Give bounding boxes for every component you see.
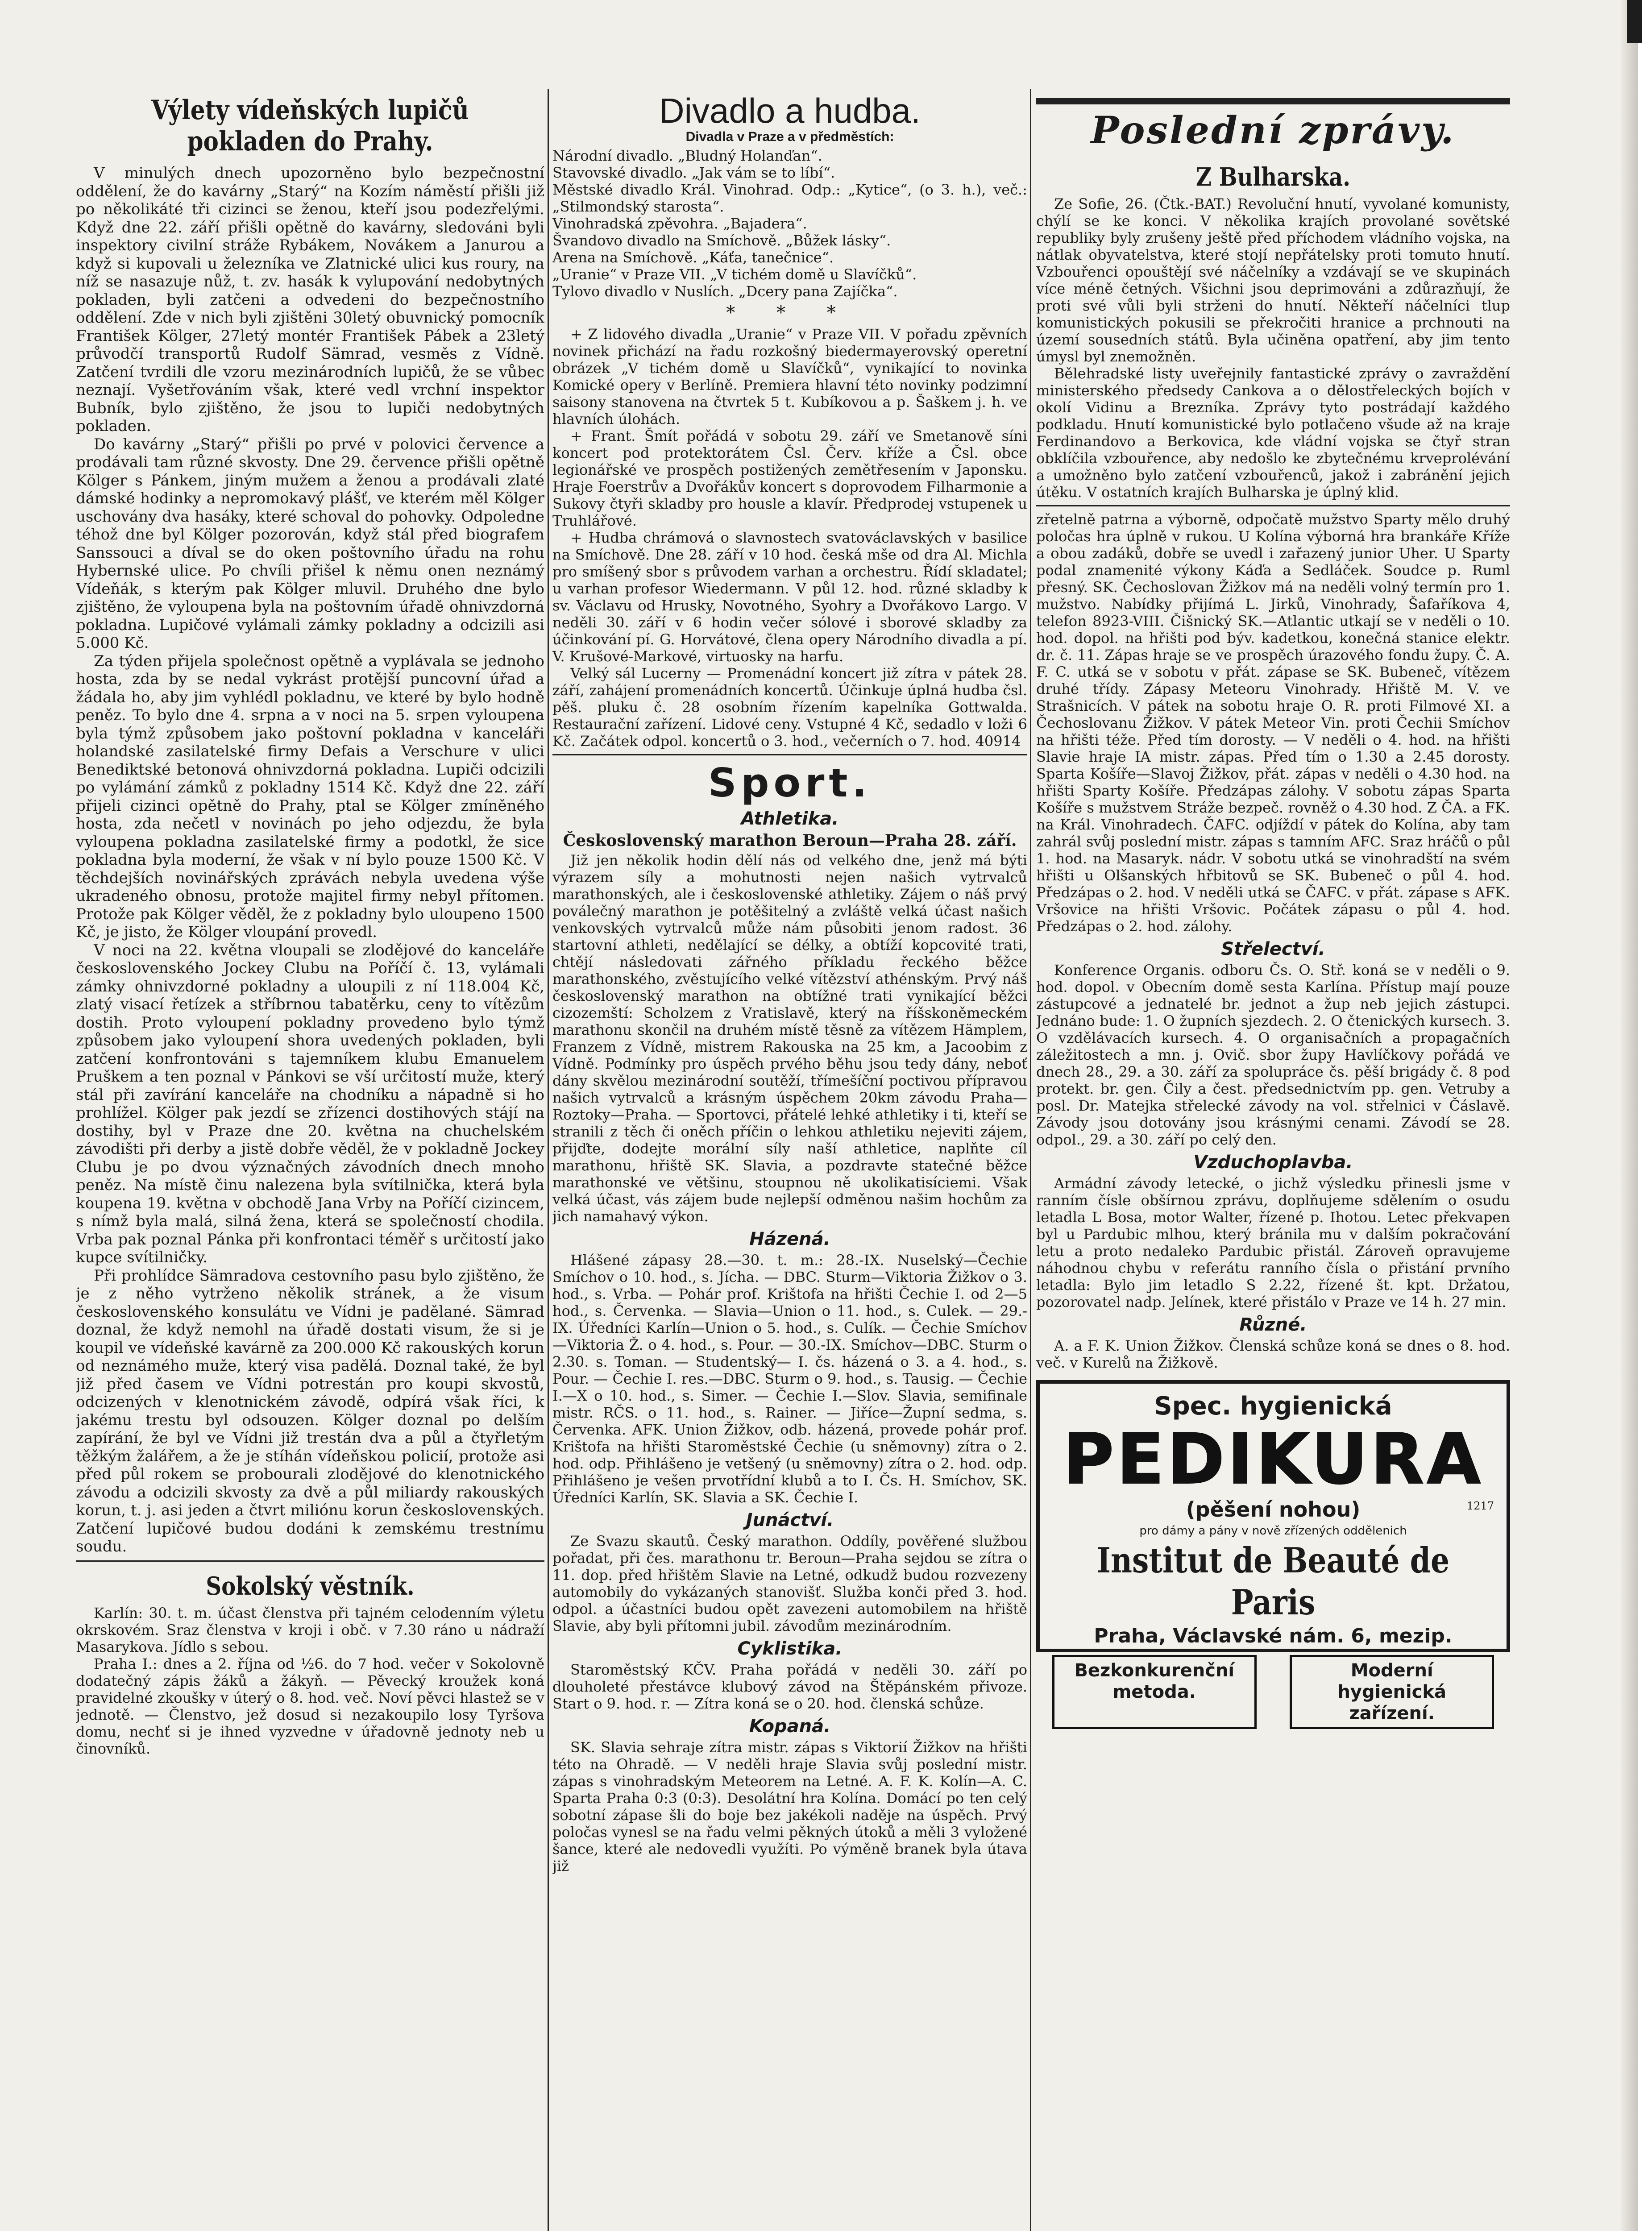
article-paragraph: Za týden přijela společnost opětně a vyplávala se jednoho hosta, zda by se nedal vykrást protější puncovní úřad a žádala ho, aby jim vyhlédl pokladnu, ve které by bylo hodně peněz. To bylo dne 4. srpna a v noci na 5. srpen vyloupena byla týmž způsobem jako poštovní pokladna v kanceláři holandské zasilatelské firmy Defais a Verschure v ulici Benediktské betonová ohnivzdorná pokladna. Lupiči odcizili po vylámání zámků z pokladny 1514 Kč. Když dne 22. září přijeli cizinci opětně do Prahy, ptal se Kölger zmíněného hosta, zda nečetl v novinách po jeho odjezdu, že byla vyloupena pokladna zasilatelské firmy a podotkl, že sice pokladna byla moderní, že však v ní bylo pouze 1500 Kč. V těchdejších novinářských zprávách nebyla uvedena výše ukradeného obnosu, protože majitel firmy nebyl přítomen. Protože pak Kölger věděl, že z pokladny bylo uloupeno 1500 Kč, je jisto, že Kölger vloupání provedl. <box>76 652 544 941</box>
article-paragraph: Staroměstský KČV. Praha pořádá v neděli 30. září po dlouholeté přestávce klubový závod na Štěpánském přivoze. Start o 9. hod. r. — Zítra koná se o 20. hod. členská schůze. <box>552 1661 1027 1712</box>
column-rule <box>548 89 549 2231</box>
ad-feature-right: Moderní hygienická zařízení. <box>1290 1655 1494 1729</box>
divider <box>76 1560 544 1562</box>
article-paragraph: A. a F. K. Union Žižkov. Členská schůze koná se dnes o 8. hod. več. v Kurelů na Žižkově. <box>1036 1337 1510 1371</box>
column-right <box>1036 89 1510 2231</box>
article-paragraph: Do kavárny „Starý“ přišli po prvé v polovici července a prodávali tam různé skvosty. Dne 29. července přišli opětně Kölger s Pánkem, jiným mužem a ženou a prodávali zlaté dámské hodinky a nepromokavý plášť, ve kterém měl Kölger uschovány dva hasáky, které schoval do pohovky. Odpoledne téhož dne byl Kölger pozorován, když stál před biografem Sanssouci a díval se do oken poštovního úřadu na rohu Hybernské ulice. Po chvíli přišel k němu onen neznámý Vídeňák, s kterým pak Kölger mluvil. Druhého dne bylo zjištěno, že vyloupena byla na poštovním úřadě ohnivzdorná pokladna. Lupičové vylámali zámky pokladny a odcizili asi 5.000 Kč. <box>76 435 544 652</box>
subsection-title: Házená. <box>749 1229 830 1249</box>
subsection-title: Různé. <box>1239 1315 1307 1335</box>
article-paragraph: Ze Svazu skautů. Český marathon. Oddíly, pověřené službou pořadat, při čes. marathonu tr. Beroun—Praha sejdou se zítra o 11. dop. před hřištěm Slavie na Letné, odkudž budou rozvezeny automobily do vykázaných stanovišť. Služba konči před 3. hod. odpol. a účastníci budou opět zavezeni automobilem na hřiště Slavie, aby byli přítomni jubil. závodům mezinárodním. <box>552 1533 1027 1634</box>
ad-title: PEDIKURA <box>1063 1418 1484 1500</box>
theatre-listing: Arena na Smíchově. „Káťa, tanečnice“. <box>552 249 834 266</box>
article-paragraph: + Frant. Šmít pořádá v sobotu 29. září ve Smetanově síni koncert pod protektorátem Čsl. Červ. kříže a Čsl. obce legionářské ve prospěch postižených zemětřesením v Japonsku. Hraje Foerstrův a Dvořákův koncert s doprovodem Filharmonie a Sukovy čtyři skladby pro housle a klavír. Předprodej vstupenek u Truhlářové. <box>552 427 1027 529</box>
section-separator-stars: * * * <box>726 303 854 323</box>
theatre-listing: Městské divadlo Král. Vinohrad. Odp.: „Kytice“, (o 3. h.), več.: „Stilmondský starosta“. <box>552 181 1027 215</box>
ad-heading: Spec. hygienická <box>1154 1392 1392 1421</box>
ad-subtitle: (pěšení nohou) <box>1186 1497 1361 1522</box>
divider <box>1036 98 1510 104</box>
theatre-listing: Tylovo divadlo v Nuslích. „Dcery pana Zajíčka“. <box>552 283 898 300</box>
article-paragraph: Konference Organis. odboru Čs. O. Stř. koná se v neděli o 9. hod. dopol. v Obecním domě sesta Karlína. Přístup mají pouze zástupcové a jednatelé br. jednot a žup neb jejich zástupci. Jednáno bude: 1. O župních sjezdech. 2. O čtenických kursech. 3. O vzdělávacích kursech. 4. O organisačních a propagačních záležitostech a mn. j. Ovič. sbor župy Havlíčkovy pořádá ve dnech 28., 29. a 30. září za spolupráce čs. pěší brigády č. 8 pod protekt. br. gen. Čily a čest. předsednictvím pp. gen. Vetruby a posl. Dr. Matejka střelecké závody na vol. střelnici v Čáslavě. Závody jsou dotovány jsou krásnými cenami. Závodí se 28. odpol., 29. a 30. září po celý den. <box>1036 962 1510 1148</box>
ad-feature-left: Bezkonkurenční metoda. <box>1052 1655 1257 1729</box>
article-paragraph: Ze Sofie, 26. (Čtk.-BAT.) Revoluční hnutí, vyvolané komunisty, chýlí se ke konci. V několika krajích provolané sovětské republiky byly zrušeny ještě před příchodem vládního vojska, na nátlak obyvatelstva, které stojí nepřátelsky proti tomuto hnutí. Vzbouřenci opouštějí své náčelníky a vzdávají se ve skupinách více méně četných. Všichni jsou deprimováni a zdůrazňují, že proti své vůli byli strženi do hnutí. Někteří náčelníci tlup komunistických pokusili se překročiti hranice a prchnouti na území sousedních států. Byla učiněna opatření, aby jim tento úmysl byl znemožněn. <box>1036 195 1510 365</box>
article-paragraph: Již jen několik hodin dělí nás od velkého dne, jenž má býti výrazem síly a mohutnosti nejen našich vytrvalců marathonských, ale i československé athletiky. Zájem o náš prvý poválečný marathon je potěšitelný a zvláště velká účast našich venkovských vytrvalců může nám působiti jenom radost. 36 startovní athleti, nedělající se délky, a obtíží kopcovité trati, chtějí následovati zářného příkladu řeckého běžce marathonského, zvěstujícího velké vítězství athénským. Prvý náš československý marathon na obtížné trati vynikající běžci cizozemští: Scholzem z Vratislavě, který na říšskoněmeckém marathonu skončil na druhém místě těsně za vítězem Hämplem, Franzem z Vídně, mistrem Rakouska na 25 km, a Jacoobim z Vídně. Podmínky pro úspěch prvého běhu jsou tedy dány, neboť dány skvělou mezinárodní soutěží, třímešíční poctivou přípravou našich vytrvalců a krásným úspěchem 20km závodu Praha—Roztoky—Praha. — Sportovci, přátelé lehké athletiky i ti, kteří se stranili z těch či oněch příčin o lehkou athletiku nejeviti zájem, přijďte, dodejte morální síly naší athletice, naplňte cíl marathonu, hřiště SK. Slavia, a pozdravte statečné běžce marathonské ve většinu, stoupnou ně ukolikatisíciemi. Však velká účast, vás zájem bude nejlepší odměnou našim hochům za jich namahavý výkon. <box>552 852 1027 1225</box>
article-paragraph: Armádní závody letecké, o jichž výsledku přinesli jsme v ranním čísle obšírnou zprávu, doplňujeme sdělením o osudu letadla L Bosa, motor Walter, řízené p. Ihotou. Letec překvapen byl u Pardubic mlhou, který bránila mu v dalším pokračování letu a proto nedaleko Pardubic přistál. Zároveň opravujeme náhodnou chybu v referátu ranního čísla o přistání prvního letadla: Bylo jim letadlo S 2.22, řízené št. kpt. Držatou, pozorovatel nadp. Jelínek, které přistálo v Praze ve 14 h. 27 min. <box>1036 1175 1510 1310</box>
theatre-listing: Národní divadlo. „Bludný Holanďan“. <box>552 147 822 164</box>
article-paragraph: Karlín: 30. t. m. účast členstva při tajném celodenním výletu okrskovém. Sraz členstva v kroji i obč. v 7.30 ráno u nádraží Masarykova. Jídlo s sebou. <box>76 1604 544 1655</box>
ad-feature-boxes <box>1052 1655 1494 1729</box>
divider <box>552 754 1027 755</box>
ad-address: Praha, Václavské nám. 6, mezip. <box>1094 1625 1453 1647</box>
article-headline: Z Bulharska. <box>1196 162 1350 192</box>
subsection-title: Cyklistika. <box>737 1638 843 1659</box>
subsection-title: Kopaná. <box>749 1716 831 1737</box>
article-paragraph: V minulých dnech upozorněno bylo bezpečnostní oddělení, že do kavárny „Starý“ na Kozím náměstí přišli již po několikáté tři cizinci se ženou, kteří jsou podezřelými. Když dne 22. září přišli opětně do kavárny, sledováni byli inspektory civilní stráže Rybákem, Novákem a Janurou a když si kupovali u železníka ve Zlatnické ulici kus roury, na níž se nasazuje nůž, t. zv. hasák k vylupování nedobytných pokladen, byli zatčeni a odvedeni do bezpečnostního oddělení. Zde v nich byli zjištěni 30letý obuvnický pomocník František Kölger, 27letý montér František Pábek a 23letý průvodčí transportů Rudolf Sämrad, vesměs z Vídně. Zatčení tvrdili dle vzoru mezinárodních lupičů, že se vůbec neznají. Vyšetřováním však, které vedl vrchní inspektor Bubník, bylo zjištěno, že jsou to lupiči nedobytných pokladen. <box>76 164 544 435</box>
subsection-title: Vzduchoplavba. <box>1193 1152 1353 1173</box>
column-middle <box>552 89 1027 2231</box>
article-paragraph: zřetelně patrna a výborně, odpočatě mužstvo Sparty mělo druhý poločas hra úplně v rukou. U Kolína výborná hra brankáře Kříže a obou zadáků, dobře se uvedl i zařazený junior Uher. U Sparty podal znamenité výkony Káďa a Sedláček. Soudce p. Ruml přesný. SK. Čechoslovan Žižkov má na neděli volný termín pro 1. mužstvo. Nabídky přijímá L. Jirků, Vinohrady, Šafaříkova 4, telefon 8923-VIII. Čišnický SK.—Atlantic utkají se v neděli o 10. hod. dopol. na hřišti pod býv. kadetkou, konečná stanice elektr. dr. č. 11. Zápas hraje se ve prospěch úrazového fondu župy. Č. A. F. C. utká se v sobotu v přát. zápase se SK. Bubeneč, vítězem druhé třídy. Zápasy Meteoru Vinohrady. Hřiště M. V. ve Strašnicích. V pátek na sobotu hraje O. R. proti Filmové XI. a Čechoslovanu Žižkov. V pátek Meteor Vin. proti Čechii Smíchov na hřišti téže. Před tím dorosty. — V neděli o 4. hod. na hřišti Slavie hraje IA mistr. zápas. Před tím o 1.30 a 2.45 dorosty. Sparta Košíře—Slavoj Žižkov, přát. zápas v neděli o 4.30 hod. na hřišti Sparty Košíře. Předzápas zálohy. V sobotu zápas Sparta Košíře s mužstvem Stráže bezpeč. rovněž o 4.30 hod. Z ČA. a FK. na Král. Vinohradech. ČAFC. odjíždí v pátek do Kolína, aby tam zahrál svůj poslední mistr. zápas s tamním AFC. Sraz hráčů o půl 1. hod. na Masaryk. nádr. V sobotu utká se vinohradští na svém hřišti u Olšanských hřbitovů se SK. Bubeneč o půl 4. hod. Předzápas o 2. hod. V neděli utká se ČAFC. v přát. zápase s AFK. Vršovice na hřišti Vršovic. Počátek zápasu o půl 4. hod. Předzápas o 2. hod. zálohy. <box>1036 511 1510 935</box>
article-paragraph: SK. Slavia sehraje zítra mistr. zápas s Viktorií Žižkov na hřišti této na Ohradě. — V neděli hraje Slavia svůj poslední mistr. zápas s vinohradským Meteorem na Letné. A. F. K. Kolín—A. C. Sparta Praha 0:3 (0:3). Desolátní hra Kolína. Domácí po ten celý sobotní zápase šli do boje bez jakékoli naděje na úspěch. Prvý poločas vynesl se na řadu velmi pěkných útoků a měli 3 vyložené šance, které ale nedovedli využíti. Po výměně branek byla útava již <box>552 1739 1027 1874</box>
section-title-posledni: Poslední zprávy. <box>1091 108 1456 152</box>
column-left <box>76 89 544 2231</box>
ad-company: Institut de Beauté de Paris <box>1096 1540 1450 1623</box>
ad-note: pro dámy a pány v nově zřízených oddělenich <box>1139 1524 1407 1538</box>
theatre-listing: Vinohradská zpěvohra. „Bajadera“. <box>552 215 807 232</box>
theatre-listing: „Uranie“ v Praze VII. „V tichém domě u Slavíčků“. <box>552 266 917 283</box>
section-title-sport: Sport. <box>708 760 872 806</box>
article-paragraph: Při prohlídce Sämradova cestovního pasu bylo zjištěno, že je z něho vytrženo několik stránek, a že visum československého konsulátu ve Vídni je padělané. Sämrad doznal, že když nemohl na úřadě dostati visum, že si je koupil ve vídeňské kavárně za 200.000 Kč rakouských korun od neznámého muže, který visa padělá. Doznal také, že byl již před časem ve Vídni potrestán pro koupi skvostů, odcizených v klenotnickém závodě, odpírá však říci, k jakému trestu byl odsouzen. Kölger doznal po delším zapírání, že byl ve Vídni již trestán dva a půl a čtyřletým těžkým žalářem, a že je stíhán vídeňskou policií, protože asi před půl rokem se probourali zlodějové do klenotnického závodu a odcizili skvosty za dvě a půl miliardy rakouských korun, t. j. asi jeden a čtvrt miliónu korun československých. Zatčení lupičové budou dodáni k zemskému trestnímu soudu. <box>76 1266 544 1555</box>
ad-number: 1217 <box>1466 1500 1494 1512</box>
corner-mark <box>1627 0 1642 43</box>
article-paragraph: Hlášené zápasy 28.—30. t. m.: 28.-IX. Nuselský—Čechie Smíchov o 10. hod., s. Jícha. — DBC. Sturm—Viktoria Žižkov o 3. hod., s. Vrba. — Pohár prof. Krištofa na hřišti Čechie I. od 2—5 hod., s. Červenka. — Slavia—Union o 11. hod., s. Culek. — 29.-IX. Úředníci Karlín—Union o 5. hod., s. Culík. — Čechie Smíchov—Viktoria Ž. o 4. hod., s. Pour. — 30.-IX. Smíchov—DBC. Sturm o 2.30. s. Toman. — Studentský— I. čs. házená o 3. a 4. hod., s. Pour. — Čechie I. res.—DBC. Sturm o 9. hod., s. Tausig. — Čechie I.—X o 10. hod., s. Simer. — Čechie I.—Slov. Slavia, semifinale mistr. RČS. o 11. hod., s. Rainer. — Jiříce—Župní sedma, s. Červenka. AFK. Union Žižkov, odb. házená, provede pohár prof. Krištofa na hřišti Staroměstské Čechie (u sněmovny) zítra o 2. hod. odp. Přihlášeno je vetšený (u sněmovny) zítra o 2. hod. odp. Přihlášeno je vešen prvotřídní klubů a to I. Čs. H. Smíchov, SK. Úředníci Karlín, SK. Slavia a SK. Čechie I. <box>552 1252 1027 1506</box>
theatre-listing: Stavovské divadlo. „Jak vám se to líbí“. <box>552 164 835 181</box>
article-paragraph: Velký sál Lucerny — Promenádní koncert již zítra v pátek 28. září, zahájení promenádních koncertů. Účinkuje úplná hudba čsl. pěš. pluku č. 28 osobním řízením kapelníka Gottwalda. Restaurační zařízení. Lidové ceny. Vstupné 4 Kč, sedadlo v loži 6 Kč. Začátek odpol. koncertů o 3. hod., večerních o 7. hod. 40914 <box>552 665 1027 750</box>
subsection-title: Střelectví. <box>1221 939 1325 959</box>
article-paragraph: Praha I.: dnes a 2. října od ½6. do 7 hod. večer v Sokolovně dodatečný zápis žáků a žákyň. — Pěvecký kroužek koná pravidelné zkoušky v úterý o 8. hod. več. Noví pěvci hlastež se v jednotě. — Členstvo, jež dosud si nezakoupilo losy Tyršova domu, nechť si je ihned vyzvedne v úřadovně jednoty neb u činovníků. <box>76 1655 544 1757</box>
advertisement <box>1036 1380 1510 1724</box>
subsection-title: Junáctví. <box>746 1510 834 1530</box>
section-title-divadlo: Divadlo a hudba. <box>659 91 921 130</box>
article-headline: Československý marathon Beroun—Praha 28. září. <box>563 831 1017 850</box>
article-paragraph: + Z lidového divadla „Uranie“ v Praze VII. V pořadu zpěvních novinek přichází na řadu rozkošný biedermayerovský operetní obrázek „V tichém domě u Slavíčků“, vynikající to novinka Komické opery v Berlíně. Premiera hlavní této novinky podzimní saisony stanovena na čtvrtek 5 t. Kubíkovou a p. Šaškem j. h. ve hlavních úlohách. <box>552 326 1027 427</box>
section-title-sokol: Sokolský věstník. <box>206 1571 415 1601</box>
article-paragraph: + Hudba chrámová o slavnostech svatováclavských v basilice na Smíchově. Dne 28. září v 10 hod. česká mše od dra Al. Michla pro smíšený sbor s průvodem varhan a orchestru. Řídí skladatel; u varhan profesor Wiedermann. V půl 12. hod. různé skladby k sv. Václavu od Hrusky, Novotného, Syohry a Dvořákovo Largo. V neděli 30. září v 6 hodin večer sólové i sborové skladby za účinkování pí. G. Horvátové, člena opery Národního divadla a pí. V. Krušové-Markové, virtuosky na harfu. <box>552 529 1027 665</box>
article-paragraph: V noci na 22. května vloupali se zlodějové do kanceláře československého Jockey Clubu na Poříčí č. 13, vylámali zámky ohnivzdorné pokladny a uloupili z ní 118.004 Kč, zlatý visací řetízek a stříbrnou tabatěrku, ceny to vítězům dostih. Proto vyloupení pokladny provedeno bylo týmž způsobem jako vyloupení shora uvedených pokladen, byli zatčení konfrontováni s tajemníkem klubu Emanuelem Pruškem a ten poznal v Pánkovi se vší určitostí muže, který stál při zavírání kanceláře na chodníku a nápadně si ho prohlížel. Kölger pak jezdí se zřízenci dostihových stájí na dostihy, byl v Praze dne 20. května na chuchelském závodišti při derby a jistě dobře věděl, že v pokladně Jockey Clubu je po dvou význačných závodních dnech mnoho peněz. Na místě činu nalezena byla svítilnička, která byla koupena 19. května v obchodě Jana Vrby na Poříčí cizincem, s nímž byla malá, silná žena, která se společností chodila. Vrba pak poznal Pánka při konfrontaci téměř s určitostí jako kupce svítilničky. <box>76 941 544 1266</box>
column-rule <box>1030 89 1031 2231</box>
article-headline: Výlety vídeňských lupičů pokladen do Prahy. <box>151 95 469 157</box>
theatre-listing: Švandovo divadlo na Smíchově. „Bůžek lásky“. <box>552 232 891 249</box>
subsection-title: Athletika. <box>741 809 839 829</box>
article-paragraph: Bělehradské listy uveřejnily fantastické zprávy o zavraždění ministerského předsedy Cankova a o dělostřeleckých bojích v okolí Vidinu a Brezníka. Zprávy tyto postrádají každého podkladu. Hnutí komunistické bylo potlačeno všude až na kraje Ferdinandovo a Berkovica, kde vládní vojska se čtyř stran obklíčila vzbouřence, aby nedošlo ke zbytečnému krveprolévání a umožněno bylo zatčení vzbouřenců, jakož i zabránění jejich útěku. V ostatních krajích Bulharska je úplný klid. <box>1036 365 1510 501</box>
section-subtitle: Divadla v Praze a v předměstích: <box>685 129 894 144</box>
page-edge <box>1621 0 1652 2231</box>
divider <box>1036 505 1510 506</box>
